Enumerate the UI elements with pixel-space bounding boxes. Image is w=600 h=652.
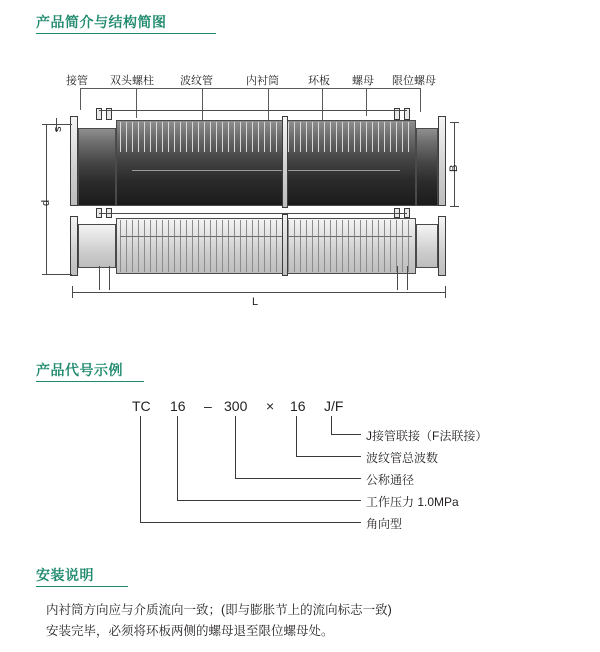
code-desc-0: J接管联接（F法联接） [366,429,488,443]
callout-leader-0 [80,88,81,110]
code-leader-h-2 [235,478,361,479]
limit-nut-leg-right [397,266,398,290]
code-leader-v-2 [235,416,236,478]
limit-nut-leg-left [99,266,100,290]
limit-nut-leg-right-2 [407,266,408,290]
dim-l-line [72,292,446,293]
dim-label-L: L [252,296,259,308]
callout-label-3: 内衬筒 [246,75,279,87]
code-token-4: × [266,398,275,414]
code-leader-v-0 [331,416,332,434]
tie-rod-upper [99,110,407,111]
code-desc-1: 波纹管总波数 [366,451,439,465]
code-token-0: TC [132,398,151,414]
callout-leader-5 [366,88,367,116]
dim-d-ext-top [46,124,72,125]
corrugations-upper [120,122,412,152]
code-token-2: – [204,398,212,414]
dim-l-tick-right [445,286,446,298]
dim-label-d: d [40,199,52,206]
callout-tick-bar [80,88,420,89]
callout-label-5: 螺母 [352,75,374,87]
structure-diagram [36,66,564,308]
dim-b-tick-bottom [450,206,459,207]
section-title-install: 安装说明 [36,567,94,583]
dim-label-s: s [52,126,64,132]
right-pipe-upper [416,128,438,206]
product-code-diagram [36,398,564,538]
inner-liner-line-lower [120,236,412,237]
code-token-3: 300 [224,398,248,414]
code-leader-h-1 [296,456,361,457]
code-token-6: J/F [324,398,344,414]
inner-liner-line-upper [132,170,400,171]
right-pipe-lower [416,224,438,268]
callout-leader-4 [322,88,323,122]
code-leader-v-1 [296,416,297,456]
dim-l-tick-left [72,286,73,298]
section-rule-code [36,381,144,382]
code-leader-v-4 [140,416,141,522]
section-title-code: 产品代号示例 [36,362,123,378]
section-rule-structure [36,33,216,34]
code-desc-4: 角向型 [366,517,403,531]
install-note-line-1: 内衬筒方向应与介质流向一致；(即与膨胀节上的流向标志一致) [46,603,392,617]
section-title-structure: 产品简介与结构简图 [36,14,167,30]
dim-label-B: B [448,164,460,172]
code-token-1: 16 [170,398,186,414]
left-pipe-lower [78,224,116,268]
callout-label-6: 限位螺母 [392,75,436,87]
install-notes [46,600,566,642]
callout-leader-6 [420,88,421,112]
callout-label-4: 环板 [308,75,330,87]
corrugations-lower [120,220,412,272]
right-flange-lower [438,216,446,276]
ring-plate-upper [282,116,288,208]
limit-nut-leg-left-2 [109,266,110,290]
callout-label-0: 接管 [66,75,88,87]
callout-leader-1 [136,88,137,118]
ring-plate-lower [282,214,288,276]
callout-label-1: 双头螺柱 [110,75,154,87]
left-flange-upper [70,116,78,206]
code-leader-v-3 [177,416,178,500]
code-leader-h-0 [331,434,361,435]
left-flange-lower [70,216,78,276]
dim-b-tick-top [450,122,459,123]
callout-label-2: 波纹管 [180,75,213,87]
dim-d-ext-bottom [46,274,72,275]
code-leader-h-4 [140,522,361,523]
code-desc-3: 工作压力 1.0MPa [366,495,459,509]
right-flange-upper [438,116,446,206]
install-note-line-2: 安装完毕，必须将环板两侧的螺母退至限位螺母处。 [46,624,334,638]
tie-rod-lower [99,213,407,214]
code-desc-2: 公称通径 [366,473,415,487]
code-token-5: 16 [290,398,306,414]
section-rule-install [36,586,128,587]
left-pipe-upper [78,128,116,206]
code-leader-h-3 [177,500,361,501]
